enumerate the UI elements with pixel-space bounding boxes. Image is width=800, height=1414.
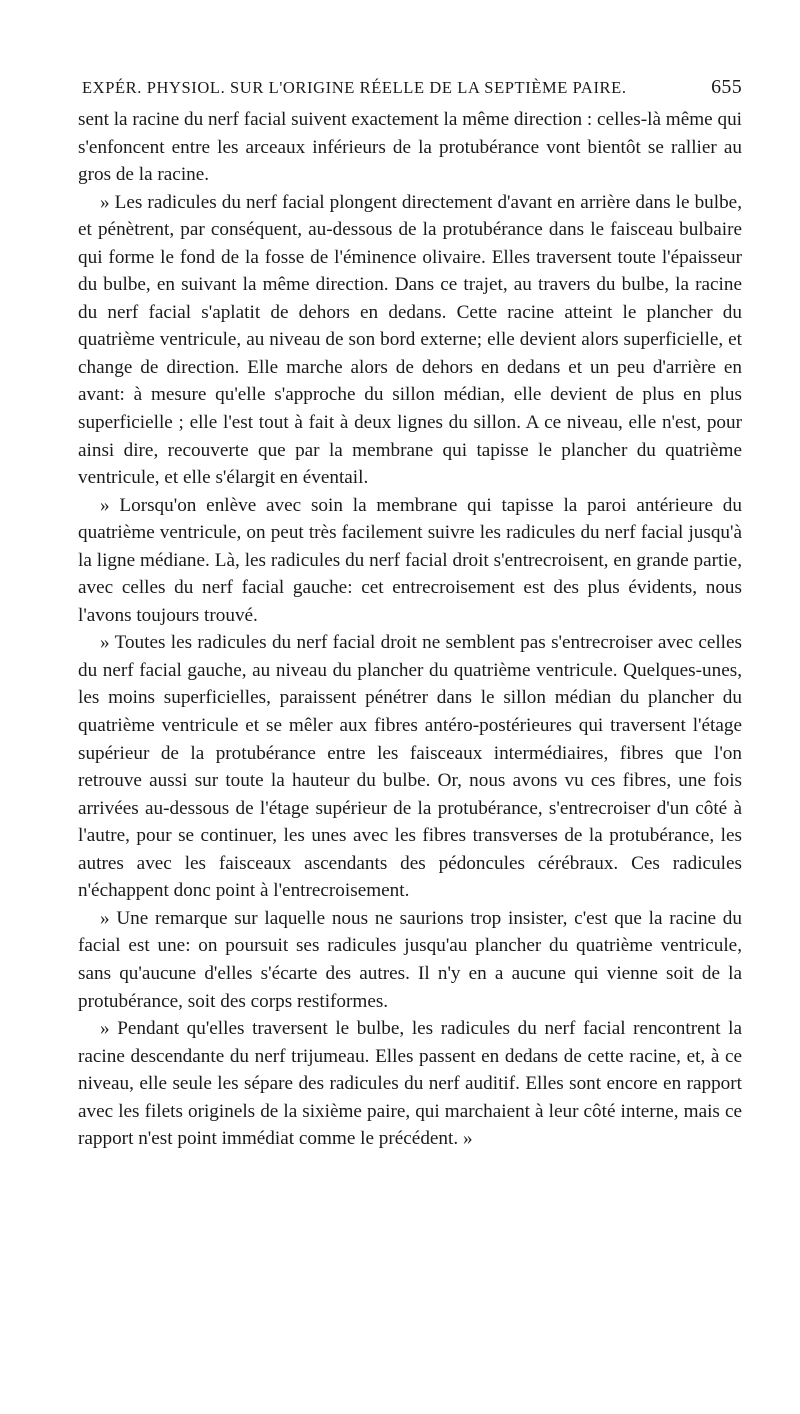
paragraph: » Une remarque sur laquelle nous ne saurions trop insister, c'est que la racine du facial est une: on poursuit ses radicules jusqu'au plancher du quatrième ventricule, sans qu'aucune d'elles s'écarte des autres. Il n'y en a aucune qui vienne soit de la protubérance, soit des corps restiformes. [78,907,742,1012]
running-title: EXPÉR. PHYSIOL. SUR L'ORIGINE RÉELLE DE LA SEPTIÈME PAIRE. [82,78,627,97]
paragraph: » Pendant qu'elles traversent le bulbe, les radicules du nerf facial rencontrent la racine descendante du nerf trijumeau. Elles passent en dedans de cette racine, et, à ce niveau, elle seule les sépare des radicules du nerf auditif. Elles sont encore en rapport avec les filets originels de la sixième paire, qui marchaient à leur côté interne, mais ce rapport n'est point immédiat comme le précédent. » [78,1018,742,1150]
paragraph: sent la racine du nerf facial suivent exactement la même direction : celles-là même qui s'enfoncent entre les arceaux inférieurs de la protubérance vont bientôt se rallier au gros de la racine. [78,109,742,186]
page-number: 655 [711,76,742,98]
body-text [78,106,742,1153]
paragraph: » Toutes les radicules du nerf facial droit ne semblent pas s'entrecroiser avec celles du nerf facial gauche, au niveau du plancher du quatrième ventricule. Quelques-unes, les moins superficielles, paraissent pénétrer dans le sillon médian du plancher du quatrième ventricule et se mêler aux fibres antéro-postérieures qui traversent l'étage supérieur de la protubérance entre les faisceaux intermédiaires, fibres que l'on retrouve aussi sur toute la hauteur du bulbe. Or, nous avons vu ces fibres, une fois arrivées au-dessous de l'étage supérieur de la protubérance, s'entrecroiser d'un côté à l'autre, pour se continuer, les unes avec les fibres transverses de la protubérance, les autres avec les faisceaux ascendants des pédoncules cérébraux. Ces radicules n'échappent donc point à l'entrecroisement. [78,632,742,902]
paragraph: » Les radicules du nerf facial plongent directement d'avant en arrière dans le bulbe, et pénètrent, par conséquent, au-dessous de la protubérance dans le faisceau bulbaire qui forme le fond de la fosse de l'éminence olivaire. Elles traversent toute l'épaisseur du bulbe, en suivant la même direction. Dans ce trajet, au travers du bulbe, la racine du nerf facial s'aplatit de dehors en dedans. Cette racine atteint le plancher du quatrième ventricule, au niveau de son bord externe; elle devient alors superficielle, et change de direction. Elle marche alors de dehors en dedans et un peu d'arrière en avant: à mesure qu'elle s'approche du sillon médian, elle devient de plus en plus superficielle ; elle l'est tout à fait à deux lignes du sillon. A ce niveau, elle n'est, pour ainsi dire, recouverte que par la membrane qui tapisse le plancher du quatrième ventricule, et elle s'élargit en éventail. [78,191,742,489]
paragraph: » Lorsqu'on enlève avec soin la membrane qui tapisse la paroi antérieure du quatrième ventricule, on peut très facilement suivre les radicules du nerf facial jusqu'à la ligne médiane. Là, les radicules du nerf facial droit s'entrecroisent, en grande partie, avec celles du nerf facial gauche: cet entrecroisement est des plus évidents, nous l'avons toujours trouvé. [78,494,742,626]
page [78,76,742,1153]
running-head [82,76,742,102]
